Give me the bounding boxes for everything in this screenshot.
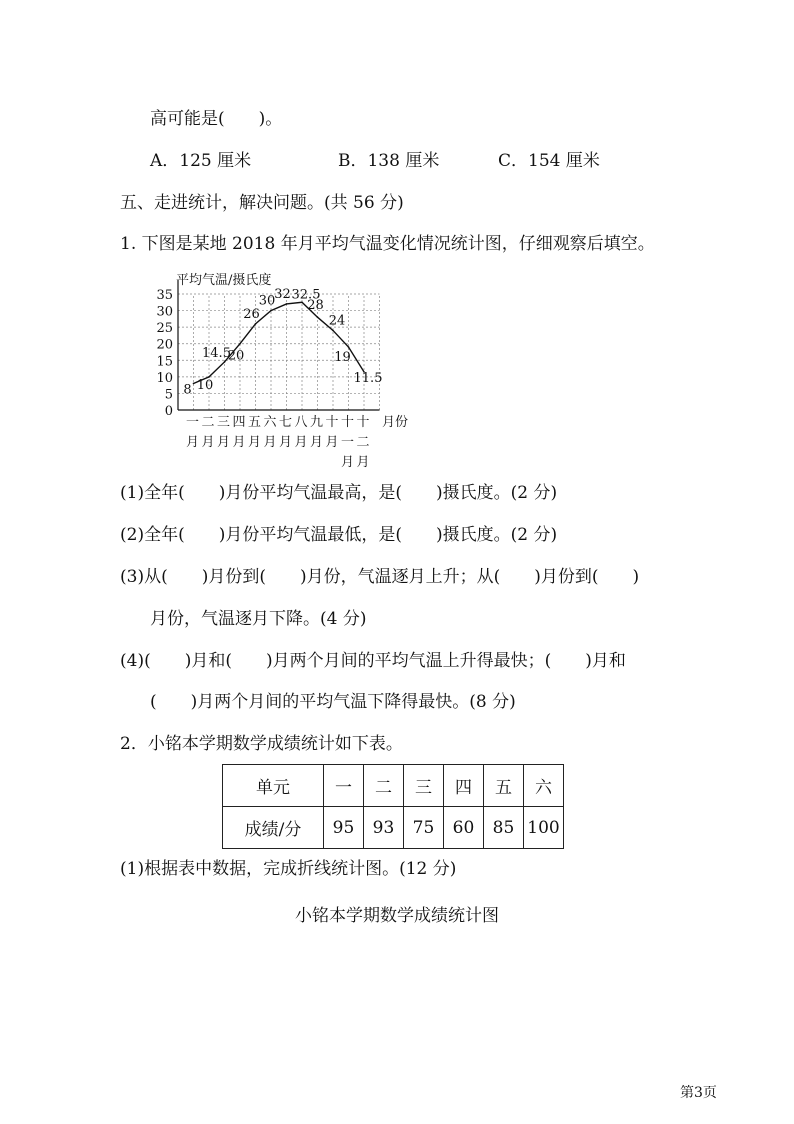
x-tick-label: 八: [294, 415, 308, 430]
y-tick-label: 25: [156, 321, 173, 337]
x-tick-label: 九: [309, 415, 324, 430]
x-axis-label: 月份: [382, 415, 409, 430]
unit-cell: 四: [444, 765, 484, 807]
option-c: C．154 厘米: [498, 151, 600, 171]
q1-sub3-line2: 月份，气温逐月下降。(4 分): [150, 609, 367, 629]
data-label: 10: [196, 377, 214, 393]
page-number: 第3页: [680, 1085, 717, 1101]
data-point: [255, 323, 257, 325]
data-label: 8: [183, 382, 192, 398]
x-tick-label: 月: [278, 435, 293, 450]
score-table: [222, 764, 564, 849]
y-tick-label: 35: [156, 288, 173, 303]
unit-cell: 五: [484, 765, 524, 807]
data-label: 32.5: [291, 287, 321, 303]
x-tick-label: 月: [185, 435, 200, 450]
unit-cell: 二: [364, 765, 404, 807]
x-tick-label: 月: [201, 435, 215, 450]
x-tick-label: 七: [278, 415, 293, 430]
x-tick-label: 十: [356, 415, 370, 430]
data-label: 20: [227, 348, 245, 364]
q1-sub4-line1: (4)( )月和( )月两个月间的平均气温上升得最快；( )月和: [120, 651, 626, 671]
data-label: 26: [243, 306, 260, 322]
y-tick-label: 30: [156, 304, 173, 320]
x-tick-label: 五: [247, 415, 262, 430]
y-tick-label: 20: [156, 337, 173, 353]
q1-sub3-line1: (3)从( )月份到( )月份，气温逐月上升；从( )月份到( ): [120, 567, 640, 587]
temperature-line-chart: [150, 268, 440, 468]
x-tick-label: 四: [232, 415, 246, 430]
y-tick-label: 5: [164, 387, 173, 403]
table-row: [223, 807, 564, 849]
q2-sub1: (1)根据表中数据，完成折线统计图。(12 分): [120, 859, 457, 879]
y-tick-label: 0: [164, 404, 173, 419]
data-point: [193, 383, 195, 385]
section-title: 五、走进统计，解决问题。(共 56 分): [120, 193, 404, 213]
y-tick-label: 10: [156, 370, 173, 386]
x-tick-label: 十: [325, 415, 339, 430]
data-point: [270, 310, 272, 312]
x-tick-label: 月: [356, 455, 370, 468]
score-cell: 85: [484, 807, 524, 849]
q1-sub2: (2)全年( )月份平均气温最低，是( )摄氏度。(2 分): [120, 525, 558, 545]
x-tick-label: 月: [340, 455, 355, 468]
data-label: 30: [258, 293, 276, 309]
q2-stem: 2．小铭本学期数学成绩统计如下表。: [120, 734, 403, 754]
unit-cell: 一: [324, 765, 364, 807]
data-point: [239, 343, 241, 345]
x-tick-label: 一: [340, 435, 355, 450]
x-tick-label: 月: [294, 435, 308, 450]
unit-cell: 三: [404, 765, 444, 807]
data-point: [332, 330, 334, 332]
y-axis-label: 平均气温/摄氏度: [176, 273, 272, 288]
q1-sub1: (1)全年( )月份平均气温最高，是( )摄氏度。(2 分): [120, 483, 558, 503]
data-point: [348, 346, 350, 348]
score-chart-title: 小铭本学期数学成绩统计图: [295, 906, 499, 926]
q1-stem: 1. 下图是某地 2018 年月平均气温变化情况统计图，仔细观察后填空。: [120, 234, 655, 254]
option-b: B．138 厘米: [338, 151, 440, 171]
data-label: 28: [307, 298, 324, 314]
table-row: [223, 765, 564, 807]
score-cell: 100: [524, 807, 564, 849]
x-tick-label: 二: [356, 435, 370, 450]
option-a: A．125 厘米: [150, 151, 252, 171]
data-label: 32: [274, 286, 291, 302]
score-cell: 95: [324, 807, 364, 849]
y-tick-label: 15: [156, 354, 173, 370]
x-tick-label: 月: [263, 435, 277, 450]
score-header: 成绩/分: [223, 807, 324, 849]
data-point: [224, 361, 226, 363]
data-label: 24: [328, 313, 346, 329]
data-label: 11.5: [353, 370, 383, 386]
x-tick-label: 三: [216, 415, 231, 430]
x-tick-label: 月: [216, 435, 231, 450]
x-tick-label: 月: [309, 435, 324, 450]
data-label: 14.5: [202, 345, 231, 361]
unit-header: 单元: [223, 765, 324, 807]
x-tick-label: 月: [325, 435, 339, 450]
intro-line: 高可能是( )。: [150, 109, 283, 129]
x-tick-label: 六: [263, 415, 277, 430]
x-tick-label: 月: [247, 435, 262, 450]
x-tick-label: 一: [185, 415, 200, 430]
score-cell: 60: [444, 807, 484, 849]
x-tick-label: 月: [232, 435, 246, 450]
score-cell: 93: [364, 807, 404, 849]
data-label: 19: [334, 350, 351, 366]
data-point: [317, 316, 319, 318]
unit-cell: 六: [524, 765, 564, 807]
score-cell: 75: [404, 807, 444, 849]
x-tick-label: 二: [201, 415, 215, 430]
data-point: [286, 303, 288, 305]
x-tick-label: 十: [340, 415, 355, 430]
q1-sub4-line2: ( )月两个月间的平均气温下降得最快。(8 分): [150, 692, 516, 712]
